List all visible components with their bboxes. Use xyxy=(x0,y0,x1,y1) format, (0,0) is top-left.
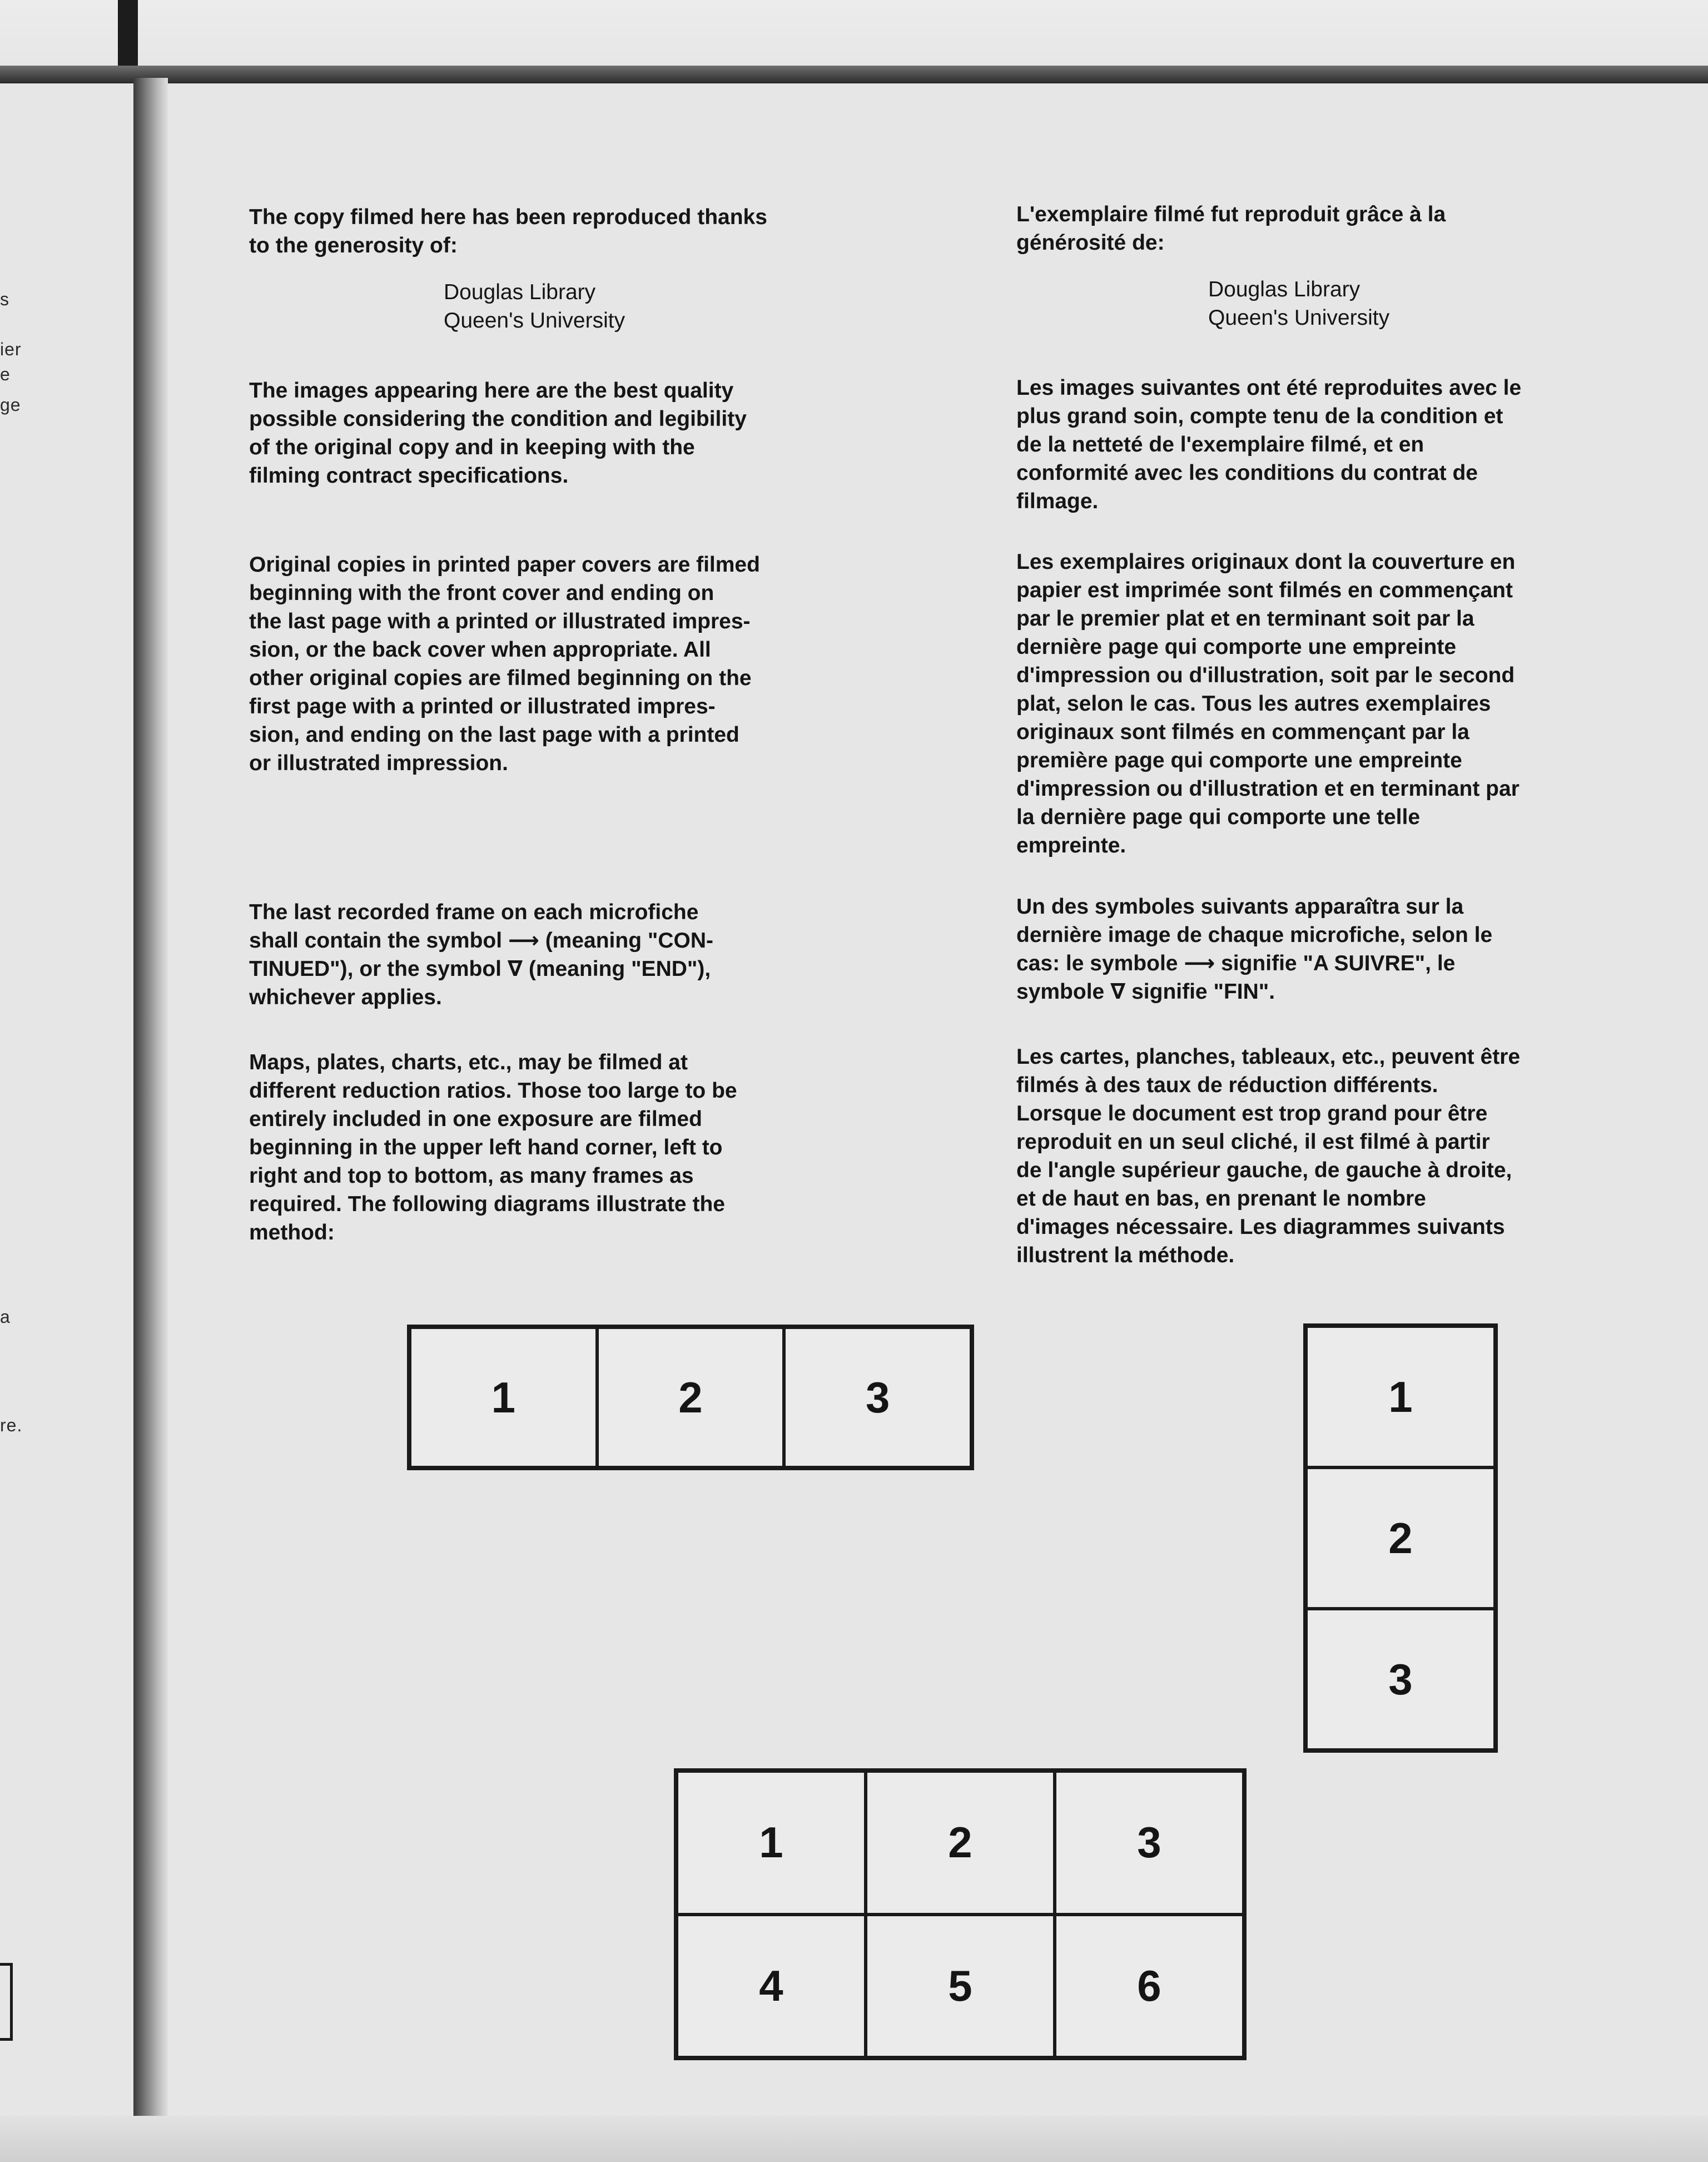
diagram-cell: 3 xyxy=(1306,1609,1495,1750)
diagram-cell: 2 xyxy=(1306,1467,1495,1609)
french-credit: Douglas Library Queen's University xyxy=(1208,277,1390,330)
diagram-cell: 2 xyxy=(866,1771,1055,1915)
left-fragment: ier xyxy=(0,339,22,359)
french-maps: Les cartes, planches, tableaux, etc., peuvent être filmés à des taux de réduction différents. Lorsque le document est trop grand pour être reproduit en un seul cliché, il est filmé à partir de l'angle supérieur gauche, de gauche à droite, et de haut en bas, en prenant le nombre d'images nécessaire. Les diagrammes suivants illustrent la méthode. xyxy=(1016,1045,1521,1267)
diagram-cell: 1 xyxy=(677,1771,866,1915)
english-originals: Original copies in printed paper covers are filmed beginning with the front cover and ending on the last page with a printed or illustrated impres- sion, or the back cover when appropriate. All other original copies are filmed beginning on the first page with a printed or illustrated impres- sion, and ending on the last page with a printed or illustrated impression. xyxy=(249,553,760,775)
left-fragment: e xyxy=(0,364,11,384)
left-fragment: re. xyxy=(0,1415,23,1435)
film-top-border xyxy=(0,0,1708,83)
diagram-cell: 1 xyxy=(1306,1326,1495,1467)
french-symbols-text: signifie "A SUIVRE", le symbole xyxy=(1016,951,1456,1004)
film-bottom-border xyxy=(0,2116,1708,2162)
book-spine-shadow xyxy=(133,78,168,2162)
english-intro: The copy filmed here has been reproduced thanks to the generosity of: xyxy=(249,205,767,257)
arrow-icon: ⟶ xyxy=(1184,951,1215,975)
diagram-cell: 4 xyxy=(677,1915,866,2058)
english-symbols-text: (meaning "CON- TINUED"), or the symbol xyxy=(249,929,714,981)
french-symbols xyxy=(1016,892,1492,1006)
grid-frame-diagram xyxy=(674,1768,1247,2060)
vertical-frame-diagram xyxy=(1303,1323,1498,1753)
left-page-box xyxy=(0,1963,13,2041)
french-intro: L'exemplaire filmé fut reproduit grâce à la générosité de: xyxy=(1016,202,1446,255)
film-frame-mark xyxy=(118,0,138,75)
arrow-icon: ⟶ xyxy=(508,929,539,953)
english-quality: The images appearing here are the best quality possible considering the condition and legibility of the original copy and in keeping with the filming contract specifications. xyxy=(249,379,747,488)
previous-page-edge xyxy=(0,83,133,2113)
horizontal-frame-diagram xyxy=(407,1325,974,1470)
english-credit: Douglas Library Queen's University xyxy=(444,280,625,333)
diagram-cell: 3 xyxy=(784,1327,971,1467)
diagram-cell: 1 xyxy=(410,1327,597,1467)
french-symbols-text: Un des symboles suivants apparaîtra sur la dernière image de chaque microfiche, selon le cas: le symbole xyxy=(1016,895,1493,975)
diagram-cell: 2 xyxy=(597,1327,785,1467)
french-originals: Les exemplaires originaux dont la couverture en papier est imprimée sont filmés en commençant par le premier plat et en terminant soit par la dernière page qui comporte une empreinte d'impression ou d'illustration, soit par le second plat, selon le cas. Tous les autres exemplaires originaux sont filmés en commençant par la première page qui comporte une empreinte d'impression ou d'illustration et en terminant par la dernière page qui comporte une telle empreinte. xyxy=(1016,550,1520,857)
french-symbols-text: signifie "FIN". xyxy=(1125,980,1275,1004)
left-fragment: ge xyxy=(0,395,21,415)
diagram-cell: 3 xyxy=(1055,1771,1244,1915)
left-fragment: s xyxy=(0,289,9,309)
film-top-shadow xyxy=(0,66,1708,83)
english-symbols-text: The last recorded frame on each microfiche shall contain the symbol xyxy=(249,900,699,953)
end-triangle-icon: ∇ xyxy=(507,957,523,981)
diagram-cell: 6 xyxy=(1055,1915,1244,2058)
end-triangle-icon: ∇ xyxy=(1110,980,1126,1004)
english-symbols xyxy=(249,898,713,1011)
left-fragment: a xyxy=(0,1307,11,1327)
english-maps: Maps, plates, charts, etc., may be filmed at different reduction ratios. Those too large to be entirely included in one exposure are filmed beginning in the upper left hand corner, left to right and top to bottom, as many frames as required. The following diagrams illustrate the method: xyxy=(249,1050,737,1244)
french-quality: Les images suivantes ont été reproduites avec le plus grand soin, compte tenu de la condition et de la netteté de l'exemplaire filmé, et en conformité avec les conditions du contrat de filmage. xyxy=(1016,376,1522,513)
english-symbols-text: (meaning "END"), whichever applies. xyxy=(249,957,711,1009)
diagram-cell: 5 xyxy=(866,1915,1055,2058)
